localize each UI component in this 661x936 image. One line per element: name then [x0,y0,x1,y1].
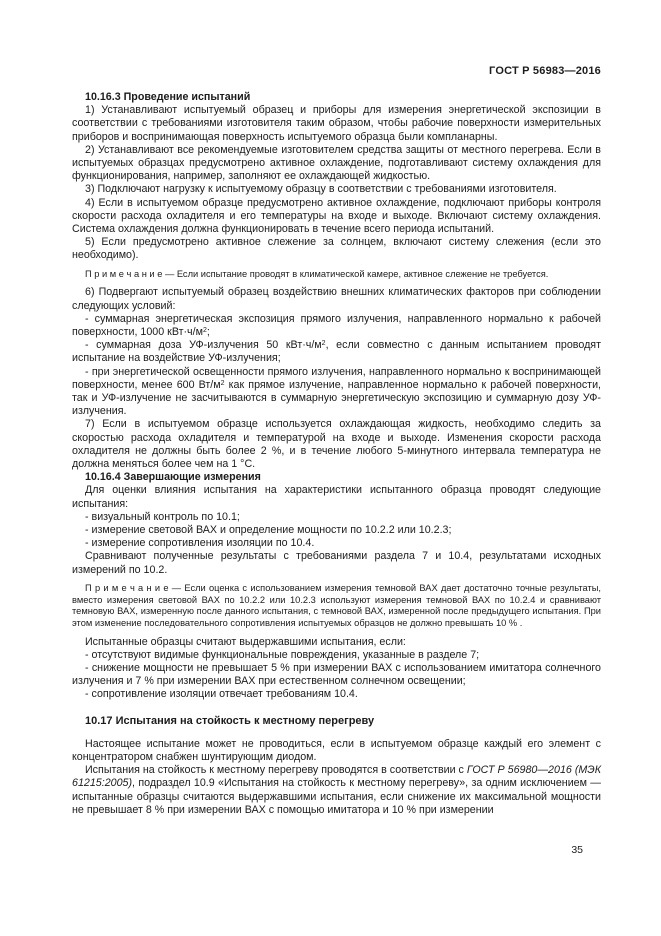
document-header-standard-number: ГОСТ Р 56983—2016 [489,65,601,77]
paragraph: - суммарная энергетическая экспозиция прямого излучения, направленного нормально к рабочей поверхности, 1000 $кВт\cdot ч/м^2$; [72,312,601,338]
paragraph: - сопротивление изоляции отвечает требованиям 10.4. [85,688,358,701]
paragraph: - визуальный контроль по 10.1; [85,510,240,523]
paragraph: - отсутствуют видимые функциональные повреждения, указанные в разделе 7; [85,648,480,661]
paragraph: - суммарная доза УФ-излучения 50 $кВт\cdot ч/м^2$, если совместно с данным испытанием проводят испытание на воздействие УФ-излучения; [72,339,601,365]
page-number: 35 [571,844,583,856]
paragraph: Испытания на стойкость к местному перегреву проводятся в соответствии с ГОСТ Р 56980—2016 (МЭК 61215:2005), подраздел 10.9 «Испытания на стойкость к местному перегреву», за одним исключением — испытанные образцы считаются выдержавшими испытания, если снижение их максимальной мощности не превышает 8 % при измерении ВАХ с помощью имитатора и 10 % при измерении [72,764,601,816]
paragraph: Настоящее испытание может не проводиться, если в испытуемом образце каждый его элемент с концентратором снабжен шунтирующим диодом. [72,737,601,764]
section-heading: 10.16.3 Проведение испытаний [85,91,251,103]
paragraph: 2) Устанавливают все рекомендуемые изготовителем средства защиты от местного перегрева. Если в испытуемых образцах предусмотрено активное охлаждение, подготавливают систему охлаждения для функционирования, например, заполняют ее охлаждающей жидкостью. [72,143,601,183]
paragraph: - измерение световой ВАХ и определение мощности по 10.2.2 или 10.2.3; [85,524,452,536]
paragraph: 7) Если в испытуемом образце используется охлаждающая жидкость, необходимо следить за скоростью расхода охладителя и температурой на входе и выходе. Изменения скорости расхода охладителя не должны быть более 2 %, и в течение любого 5-минутного интервала температура не должна меняться более чем на 1 °С. [72,418,601,470]
paragraph: - при энергетической освещенности прямого излучения, направленного нормально к воспринимающей поверхности, менее 600 $Вт/м^2$ как прямое излучение, направленное нормально к рабочей поверхности, так и УФ-излучение не засчитываются в суммарную энергетическую экспозицию и суммарную дозу УФ-излучения. [72,365,602,418]
section-heading: 10.16.4 Завершающие измерения [85,471,261,484]
document-body [72,91,601,817]
paragraph: 3) Подключают нагрузку к испытуемому образцу в соответствии с требованиями изготовителя. [85,183,557,196]
section-heading: 10.17 Испытания на стойкость к местному перегреву [85,714,375,727]
paragraph: - измерение сопротивления изоляции по 10.4. [85,537,315,550]
paragraph: 4) Если в испытуемом образце предусмотрено активное охлаждение, подключают приборы контроля скорости расхода охладителя и его температуры на входе и выходе. Включают систему охлаждения. Система охлаждения должна функционировать в течение всего периода испытаний. [72,196,601,236]
paragraph: Испытанные образцы считают выдержавшими испытания, если: [85,635,406,648]
paragraph: 1) Устанавливают испытуемый образец и приборы для измерения энергетической экспозиции в соответствии с требованиями изготовителя таким образом, чтобы рабочие поверхности измерительных приборов и воспринимающая поверхность испытуемого образца были компланарны. [72,104,601,143]
paragraph: Сравнивают полученные результаты с требованиями раздела 7 и 10.4, результатами исходных измерений по 10.2. [72,550,601,576]
paragraph: - снижение мощности не превышает 5 % при измерении ВАХ с использованием имитатора солнечного излучения и 7 % при измерении ВАХ при естественном солнечном освещении; [72,662,601,688]
note-paragraph: П р и м е ч а н и е — Если испытание проводят в климатической камере, активное слежение не требуется. [85,268,549,279]
paragraph: 5) Если предусмотрено активное слежение за солнцем, включают систему слежения (если это необходимо). [72,236,601,262]
paragraph: 6) Подвергают испытуемый образец воздействию внешних климатических факторов при соблюдении следующих условий: [72,286,601,312]
note-paragraph: П р и м е ч а н и е — Если оценка с использованием измерения темновой ВАХ дает достаточно точные результаты, вместо измерения световой ВАХ по 10.2.2 или 10.2.3 используют измерения темновой ВАХ по 10.2.4 и сравнивают темновую ВАХ, измеренную после данного испытания, с темновой ВАХ, измеренной после предыдущего испытания. При этом изменение последовательного сопротивления испытуемых образцов не должно превышать 10 % . [72,582,601,628]
paragraph: Для оценки влияния испытания на характеристики испытанного образца проводят следующие испытания: [72,484,601,510]
